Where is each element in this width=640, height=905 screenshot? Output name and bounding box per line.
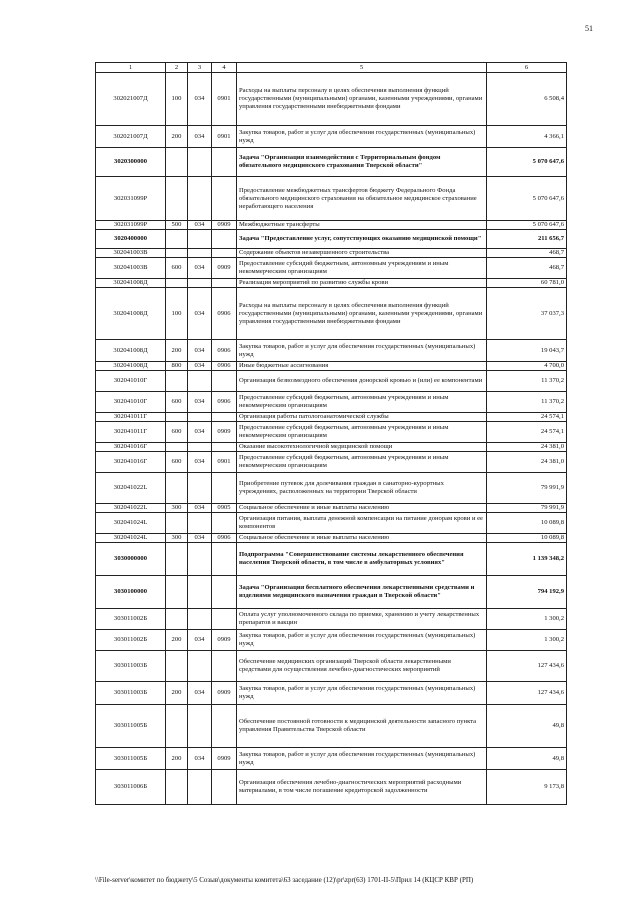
row-amount-cell: 11 370,2: [487, 371, 567, 392]
row-amount-cell: 468,7: [487, 249, 567, 258]
row-expense-type-cell: 300: [166, 534, 188, 543]
row-section-cell: [212, 148, 237, 177]
row-expense-type-cell: 800: [166, 362, 188, 371]
table-row: [96, 148, 567, 177]
row-description-cell: Закупка товаров, работ и услуг для обеспечения государственных (муниципальных) нужд: [237, 340, 487, 362]
column-header: 2: [166, 63, 188, 73]
row-section-cell: [212, 177, 237, 221]
row-description-cell: Приобретение путевок для долечивания граждан в санаторно-курортных учреждениях, расположенных на территории Тверской области: [237, 473, 487, 504]
column-header: 5: [237, 63, 487, 73]
row-code-cell: 302041010Г: [96, 371, 166, 392]
row-ministry-cell: [188, 513, 212, 534]
row-amount-cell: 794 192,9: [487, 576, 567, 609]
row-section-cell: [212, 443, 237, 452]
table-row: [96, 126, 567, 148]
row-ministry-cell: 034: [188, 392, 212, 413]
row-description-cell: Оказание высокотехнологичной медицинской помощи: [237, 443, 487, 452]
row-code-cell: 3020400000: [96, 230, 166, 249]
row-section-cell: 0909: [212, 748, 237, 770]
table-body: [96, 73, 567, 805]
row-expense-type-cell: [166, 473, 188, 504]
row-section-cell: [212, 543, 237, 576]
row-expense-type-cell: 100: [166, 73, 188, 126]
row-section-cell: 0909: [212, 258, 237, 279]
row-expense-type-cell: [166, 177, 188, 221]
row-code-cell: 302041008Д: [96, 288, 166, 340]
row-amount-cell: 24 381,0: [487, 452, 567, 473]
row-description-cell: Предоставление субсидий бюджетным, автономным учреждениям и иным некоммерческим организациям: [237, 258, 487, 279]
row-code-cell: 3030000000: [96, 543, 166, 576]
table-row: [96, 230, 567, 249]
row-expense-type-cell: 300: [166, 504, 188, 513]
row-amount-cell: 49,8: [487, 705, 567, 748]
row-description-cell: Предоставление субсидий бюджетным, автономным учреждениям и иным некоммерческим организациям: [237, 392, 487, 413]
row-description-cell: Предоставление субсидий бюджетным, автономным учреждениям и иным некоммерческим организациям: [237, 422, 487, 443]
row-amount-cell: 24 381,0: [487, 443, 567, 452]
row-ministry-cell: [188, 230, 212, 249]
row-amount-cell: 1 139 348,2: [487, 543, 567, 576]
row-code-cell: 302041022L: [96, 473, 166, 504]
row-ministry-cell: 034: [188, 630, 212, 651]
row-amount-cell: 4 366,1: [487, 126, 567, 148]
row-description-cell: Задача "Предоставление услуг, сопутствующих оказанию медицинской помощи": [237, 230, 487, 249]
row-section-cell: [212, 249, 237, 258]
row-expense-type-cell: [166, 413, 188, 422]
row-ministry-cell: [188, 543, 212, 576]
row-amount-cell: 49,8: [487, 748, 567, 770]
row-description-cell: Расходы на выплаты персоналу в целях обеспечения выполнения функций государственными (муниципальными) органами, казенными учреждениями, органами управления государственными внебюджетными фондами: [237, 288, 487, 340]
row-section-cell: 0909: [212, 422, 237, 443]
row-expense-type-cell: [166, 576, 188, 609]
column-header: 1: [96, 63, 166, 73]
row-section-cell: [212, 513, 237, 534]
table-row: [96, 609, 567, 630]
table-row: [96, 630, 567, 651]
row-description-cell: Организация питания, выплата денежной компенсации на питание донорам крови и ее компонентов: [237, 513, 487, 534]
row-code-cell: 302041024L: [96, 513, 166, 534]
row-amount-cell: 79 991,9: [487, 504, 567, 513]
table-row: [96, 576, 567, 609]
table-row: [96, 705, 567, 748]
page-number: 51: [585, 24, 593, 33]
row-ministry-cell: 034: [188, 748, 212, 770]
row-description-cell: Организация работы патологоанатомической службы: [237, 413, 487, 422]
row-amount-cell: 127 434,6: [487, 651, 567, 682]
row-code-cell: 303011003Б: [96, 651, 166, 682]
table-header-row: [96, 63, 567, 73]
row-expense-type-cell: 200: [166, 682, 188, 705]
row-amount-cell: 10 089,8: [487, 534, 567, 543]
row-ministry-cell: [188, 770, 212, 805]
table-row: [96, 422, 567, 443]
row-ministry-cell: 034: [188, 452, 212, 473]
row-description-cell: Оплата услуг уполномоченного склада по приемке, хранению и учету лекарственных препаратов и вакцин: [237, 609, 487, 630]
row-code-cell: 302041011Г: [96, 422, 166, 443]
row-description-cell: Обеспечение медицинских организаций Тверской области лекарственными средствами для осуществления лечебно-диагностических мероприятий: [237, 651, 487, 682]
row-ministry-cell: 034: [188, 258, 212, 279]
row-description-cell: Содержание объектов незавершенного строительства: [237, 249, 487, 258]
row-expense-type-cell: [166, 148, 188, 177]
row-description-cell: Иные бюджетные ассигнования: [237, 362, 487, 371]
row-code-cell: 302041003В: [96, 258, 166, 279]
row-amount-cell: 37 037,3: [487, 288, 567, 340]
row-ministry-cell: 034: [188, 504, 212, 513]
table-row: [96, 392, 567, 413]
row-expense-type-cell: [166, 279, 188, 288]
row-expense-type-cell: 600: [166, 452, 188, 473]
budget-table: [95, 62, 567, 805]
row-section-cell: [212, 770, 237, 805]
row-expense-type-cell: [166, 249, 188, 258]
row-code-cell: 302021007Д: [96, 73, 166, 126]
row-amount-cell: 5 070 647,6: [487, 148, 567, 177]
row-section-cell: [212, 651, 237, 682]
row-amount-cell: 79 991,9: [487, 473, 567, 504]
row-expense-type-cell: [166, 371, 188, 392]
row-section-cell: 0905: [212, 504, 237, 513]
row-expense-type-cell: 600: [166, 392, 188, 413]
row-section-cell: 0906: [212, 362, 237, 371]
row-ministry-cell: 034: [188, 288, 212, 340]
row-amount-cell: 10 089,8: [487, 513, 567, 534]
row-code-cell: 302041022L: [96, 504, 166, 513]
row-section-cell: 0906: [212, 288, 237, 340]
row-ministry-cell: [188, 473, 212, 504]
row-amount-cell: 211 656,7: [487, 230, 567, 249]
row-section-cell: [212, 371, 237, 392]
row-ministry-cell: [188, 279, 212, 288]
row-ministry-cell: [188, 705, 212, 748]
row-ministry-cell: [188, 249, 212, 258]
table-row: [96, 413, 567, 422]
row-code-cell: 302041011Г: [96, 413, 166, 422]
row-description-cell: Социальное обеспечение и иные выплаты населению: [237, 534, 487, 543]
row-expense-type-cell: [166, 651, 188, 682]
row-code-cell: 303011006Б: [96, 770, 166, 805]
row-ministry-cell: 034: [188, 126, 212, 148]
row-expense-type-cell: 200: [166, 748, 188, 770]
row-code-cell: 303011002Б: [96, 609, 166, 630]
table-row: [96, 534, 567, 543]
row-section-cell: 0906: [212, 340, 237, 362]
row-ministry-cell: 034: [188, 682, 212, 705]
table-row: [96, 221, 567, 230]
row-amount-cell: 60 781,0: [487, 279, 567, 288]
row-section-cell: 0909: [212, 630, 237, 651]
row-amount-cell: 1 300,2: [487, 609, 567, 630]
row-ministry-cell: 034: [188, 73, 212, 126]
row-expense-type-cell: 200: [166, 630, 188, 651]
row-description-cell: Организация безвозмездного обеспечения донорской кровью и (или) ее компонентами: [237, 371, 487, 392]
row-ministry-cell: 034: [188, 534, 212, 543]
row-section-cell: [212, 705, 237, 748]
row-amount-cell: 127 434,6: [487, 682, 567, 705]
row-description-cell: Задача "Организация взаимодействия с Территориальным фондом обязательного медицинского страхования Тверской области": [237, 148, 487, 177]
table-row: [96, 443, 567, 452]
column-header: 6: [487, 63, 567, 73]
row-amount-cell: 5 070 647,6: [487, 221, 567, 230]
row-description-cell: Социальное обеспечение и иные выплаты населению: [237, 504, 487, 513]
row-expense-type-cell: 100: [166, 288, 188, 340]
table-row: [96, 279, 567, 288]
row-ministry-cell: [188, 148, 212, 177]
row-ministry-cell: [188, 413, 212, 422]
row-ministry-cell: 034: [188, 221, 212, 230]
row-section-cell: 0909: [212, 221, 237, 230]
row-description-cell: Предоставление межбюджетных трансфертов бюджету Федерального Фонда обязательного медицинского страхования на обязательное медицинское страхование неработающего населения: [237, 177, 487, 221]
row-expense-type-cell: [166, 513, 188, 534]
row-description-cell: Организация обеспечения лечебно-диагностических мероприятий расходными материалами, в том числе погашение кредиторской задолженности: [237, 770, 487, 805]
row-ministry-cell: [188, 443, 212, 452]
row-description-cell: Подпрограмма "Совершенствование системы лекарственного обеспечения населения Тверской области, в том числе в амбулаторных условиях": [237, 543, 487, 576]
row-amount-cell: 4 700,0: [487, 362, 567, 371]
table-row: [96, 504, 567, 513]
row-expense-type-cell: [166, 230, 188, 249]
row-description-cell: Закупка товаров, работ и услуг для обеспечения государственных (муниципальных) нужд: [237, 682, 487, 705]
row-code-cell: 302031099Р: [96, 177, 166, 221]
row-code-cell: 302041016Г: [96, 452, 166, 473]
row-amount-cell: 1 300,2: [487, 630, 567, 651]
table-row: [96, 371, 567, 392]
row-code-cell: 303011005Б: [96, 748, 166, 770]
table-row: [96, 452, 567, 473]
row-section-cell: [212, 413, 237, 422]
row-section-cell: 0901: [212, 73, 237, 126]
table-row: [96, 682, 567, 705]
row-ministry-cell: 034: [188, 422, 212, 443]
row-expense-type-cell: [166, 705, 188, 748]
row-amount-cell: 24 574,1: [487, 413, 567, 422]
row-code-cell: 302041008Д: [96, 362, 166, 371]
table-row: [96, 73, 567, 126]
row-description-cell: Обеспечение постоянной готовности к медицинской деятельности запасного пункта управления Правительства Тверской области: [237, 705, 487, 748]
row-expense-type-cell: [166, 443, 188, 452]
row-code-cell: 302041024L: [96, 534, 166, 543]
row-expense-type-cell: [166, 543, 188, 576]
table-row: [96, 249, 567, 258]
row-code-cell: 302041008Д: [96, 340, 166, 362]
row-code-cell: 302041016Г: [96, 443, 166, 452]
row-description-cell: Реализация мероприятий по развитию службы крови: [237, 279, 487, 288]
row-description-cell: Расходы на выплаты персоналу в целях обеспечения выполнения функций государственными (муниципальными) органами, казенными учреждениями, органами управления государственными внебюджетными фондами: [237, 73, 487, 126]
row-section-cell: [212, 230, 237, 249]
row-code-cell: 302021007Д: [96, 126, 166, 148]
row-amount-cell: 6 508,4: [487, 73, 567, 126]
table-row: [96, 288, 567, 340]
column-header: 4: [212, 63, 237, 73]
row-description-cell: Задача "Организация бесплатного обеспечения лекарственными средствами и изделиями медицинского назначения граждан в Тверской области": [237, 576, 487, 609]
row-expense-type-cell: 500: [166, 221, 188, 230]
row-code-cell: 303011002Б: [96, 630, 166, 651]
row-code-cell: 302041003В: [96, 249, 166, 258]
row-section-cell: 0901: [212, 452, 237, 473]
row-description-cell: Предоставление субсидий бюджетным, автономным учреждениям и иным некоммерческим организациям: [237, 452, 487, 473]
row-section-cell: [212, 279, 237, 288]
row-section-cell: 0906: [212, 392, 237, 413]
table-row: [96, 177, 567, 221]
row-amount-cell: 468,7: [487, 258, 567, 279]
row-expense-type-cell: 600: [166, 422, 188, 443]
table-row: [96, 748, 567, 770]
table-row: [96, 513, 567, 534]
row-expense-type-cell: [166, 770, 188, 805]
row-description-cell: Межбюджетные трансферты: [237, 221, 487, 230]
table-row: [96, 473, 567, 504]
row-section-cell: 0901: [212, 126, 237, 148]
row-code-cell: 3020300000: [96, 148, 166, 177]
file-path-footer: \\File-server\комитет по бюджету\5 Созыв\документы комитета\63 заседание (12)\pr\zpr(63) 1701-II-5\Прил 14 (КЦСР КВР (РП): [95, 876, 474, 884]
table-row: [96, 258, 567, 279]
row-expense-type-cell: 200: [166, 340, 188, 362]
row-code-cell: 3030100000: [96, 576, 166, 609]
row-code-cell: 303011005Б: [96, 705, 166, 748]
row-ministry-cell: 034: [188, 340, 212, 362]
row-amount-cell: 24 574,1: [487, 422, 567, 443]
table-row: [96, 340, 567, 362]
row-section-cell: 0906: [212, 534, 237, 543]
row-code-cell: 303011003Б: [96, 682, 166, 705]
row-ministry-cell: [188, 371, 212, 392]
row-ministry-cell: [188, 651, 212, 682]
row-description-cell: Закупка товаров, работ и услуг для обеспечения государственных (муниципальных) нужд: [237, 748, 487, 770]
row-amount-cell: 11 370,2: [487, 392, 567, 413]
row-expense-type-cell: 200: [166, 126, 188, 148]
row-ministry-cell: [188, 609, 212, 630]
table-row: [96, 651, 567, 682]
row-description-cell: Закупка товаров, работ и услуг для обеспечения государственных (муниципальных) нужд: [237, 126, 487, 148]
row-ministry-cell: 034: [188, 362, 212, 371]
row-amount-cell: 19 043,7: [487, 340, 567, 362]
row-amount-cell: 9 173,8: [487, 770, 567, 805]
table-row: [96, 770, 567, 805]
row-code-cell: 302041010Г: [96, 392, 166, 413]
row-section-cell: [212, 473, 237, 504]
row-expense-type-cell: 600: [166, 258, 188, 279]
column-header: 3: [188, 63, 212, 73]
row-amount-cell: 5 070 647,6: [487, 177, 567, 221]
row-section-cell: [212, 576, 237, 609]
row-code-cell: 302041008Д: [96, 279, 166, 288]
row-expense-type-cell: [166, 609, 188, 630]
row-code-cell: 302031099Р: [96, 221, 166, 230]
row-description-cell: Закупка товаров, работ и услуг для обеспечения государственных (муниципальных) нужд: [237, 630, 487, 651]
row-section-cell: [212, 609, 237, 630]
row-ministry-cell: [188, 576, 212, 609]
row-ministry-cell: [188, 177, 212, 221]
row-section-cell: 0909: [212, 682, 237, 705]
table-row: [96, 543, 567, 576]
table-row: [96, 362, 567, 371]
